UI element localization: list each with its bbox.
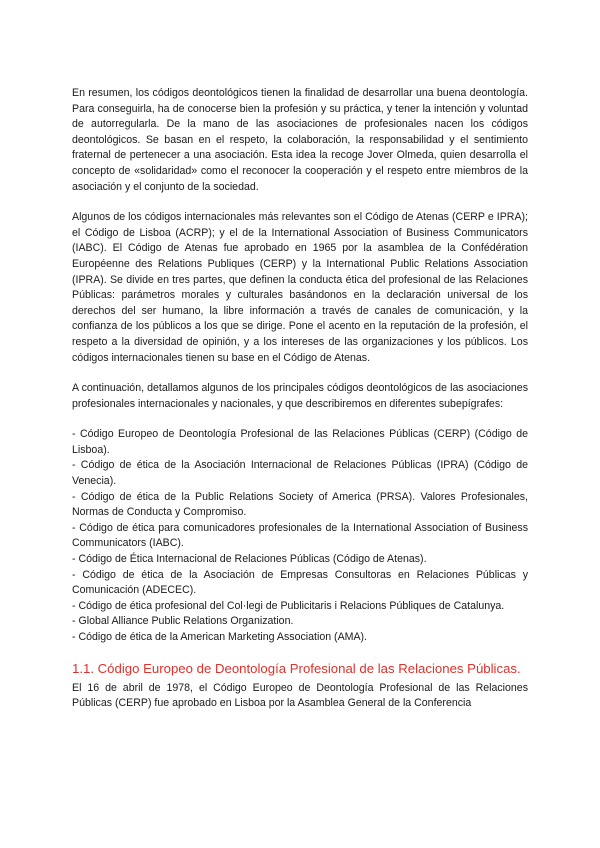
section-heading: 1.1. Código Europeo de Deontología Profesional de las Relaciones Públicas.: [72, 660, 521, 676]
list-item: - Código de ética de la Asociación de Empresas Consultoras en Relaciones Públicas y Comunicación (ADECEC).: [72, 568, 528, 597]
list-item: - Código de ética profesional del Col·legi de Publicitaris i Relacions Públiques de Catalunya.: [72, 599, 505, 612]
list-item: - Código de Ética Internacional de Relaciones Públicas (Código de Atenas).: [72, 553, 427, 566]
list-item: - Código de ética para comunicadores profesionales de la International Association of Business Communicators (IABC).: [72, 521, 528, 550]
section-body: El 16 de abril de 1978, el Código Europeo de Deontología Profesional de las Relaciones Públicas (CERP) fue aprobado en Lisboa por la Asamblea General de la Conferencia: [72, 681, 528, 710]
list-item: - Código de ética de la Asociación Internacional de Relaciones Públicas (IPRA) (Código de Venecia).: [72, 459, 528, 488]
paragraph-summary: En resumen, los códigos deontológicos tienen la finalidad de desarrollar una buena deontología. Para conseguirla, ha de conocerse bien la profesión y su práctica, y tener la intención y voluntad de autorregularla. De la mano de las asociaciones de profesionales nacen los códigos deontológicos. Se basan en el respeto, la colaboración, la responsabilidad y el sentimiento fraternal de pertenecer a una asociación. Esta idea la recoge Jover Olmeda, quien desarrolla el concepto de «solidaridad» como el reconocer la cooperación y el respeto entre miembros de la asociación y el conjunto de la sociedad.: [72, 87, 528, 193]
list-item: - Global Alliance Public Relations Organization.: [72, 615, 294, 628]
list-item: - Código de ética de la American Marketing Association (AMA).: [72, 631, 367, 643]
paragraph-list-intro: A continuación, detallamos algunos de los principales códigos deontológicos de las asociaciones profesionales internacionales y nacionales, y que describiremos en diferentes subepígrafes:: [72, 382, 528, 410]
code-list: [72, 427, 528, 645]
list-item: - Código Europeo de Deontología Profesional de las Relaciones Públicas (CERP) (Código de Lisboa).: [72, 428, 528, 456]
list-item: - Código de ética de la Public Relations Society of America (PRSA). Valores Profesionales, Normas de Conducta y Compromiso.: [72, 490, 528, 519]
paragraph-international-codes: Algunos de los códigos internacionales más relevantes son el Código de Atenas (CERP e IPRA); el Código de Lisboa (ACRP); y el de la International Association of Business Communicators (IABC). El Código de Atenas fue aprobado en 1965 por la asamblea de la Confédération Européenne des Relations Publiques (CERP) y la International Public Relations Association (IPRA). Se divide en tres partes, que definen la conducta ética del profesional de las Relaciones Públicas: parámetros morales y culturales basándonos en la declaración universal de los derechos del ser humano, la libre información a través de canales de comunicación, y la confianza de los públicos a los que se dirige. Pone el acento en la reputación de la profesión, el respeto a la diversidad de opinión, y a los intereses de las organizaciones y los públicos. Los códigos internacionales tienen su base en el Código de Atenas.: [72, 211, 528, 364]
